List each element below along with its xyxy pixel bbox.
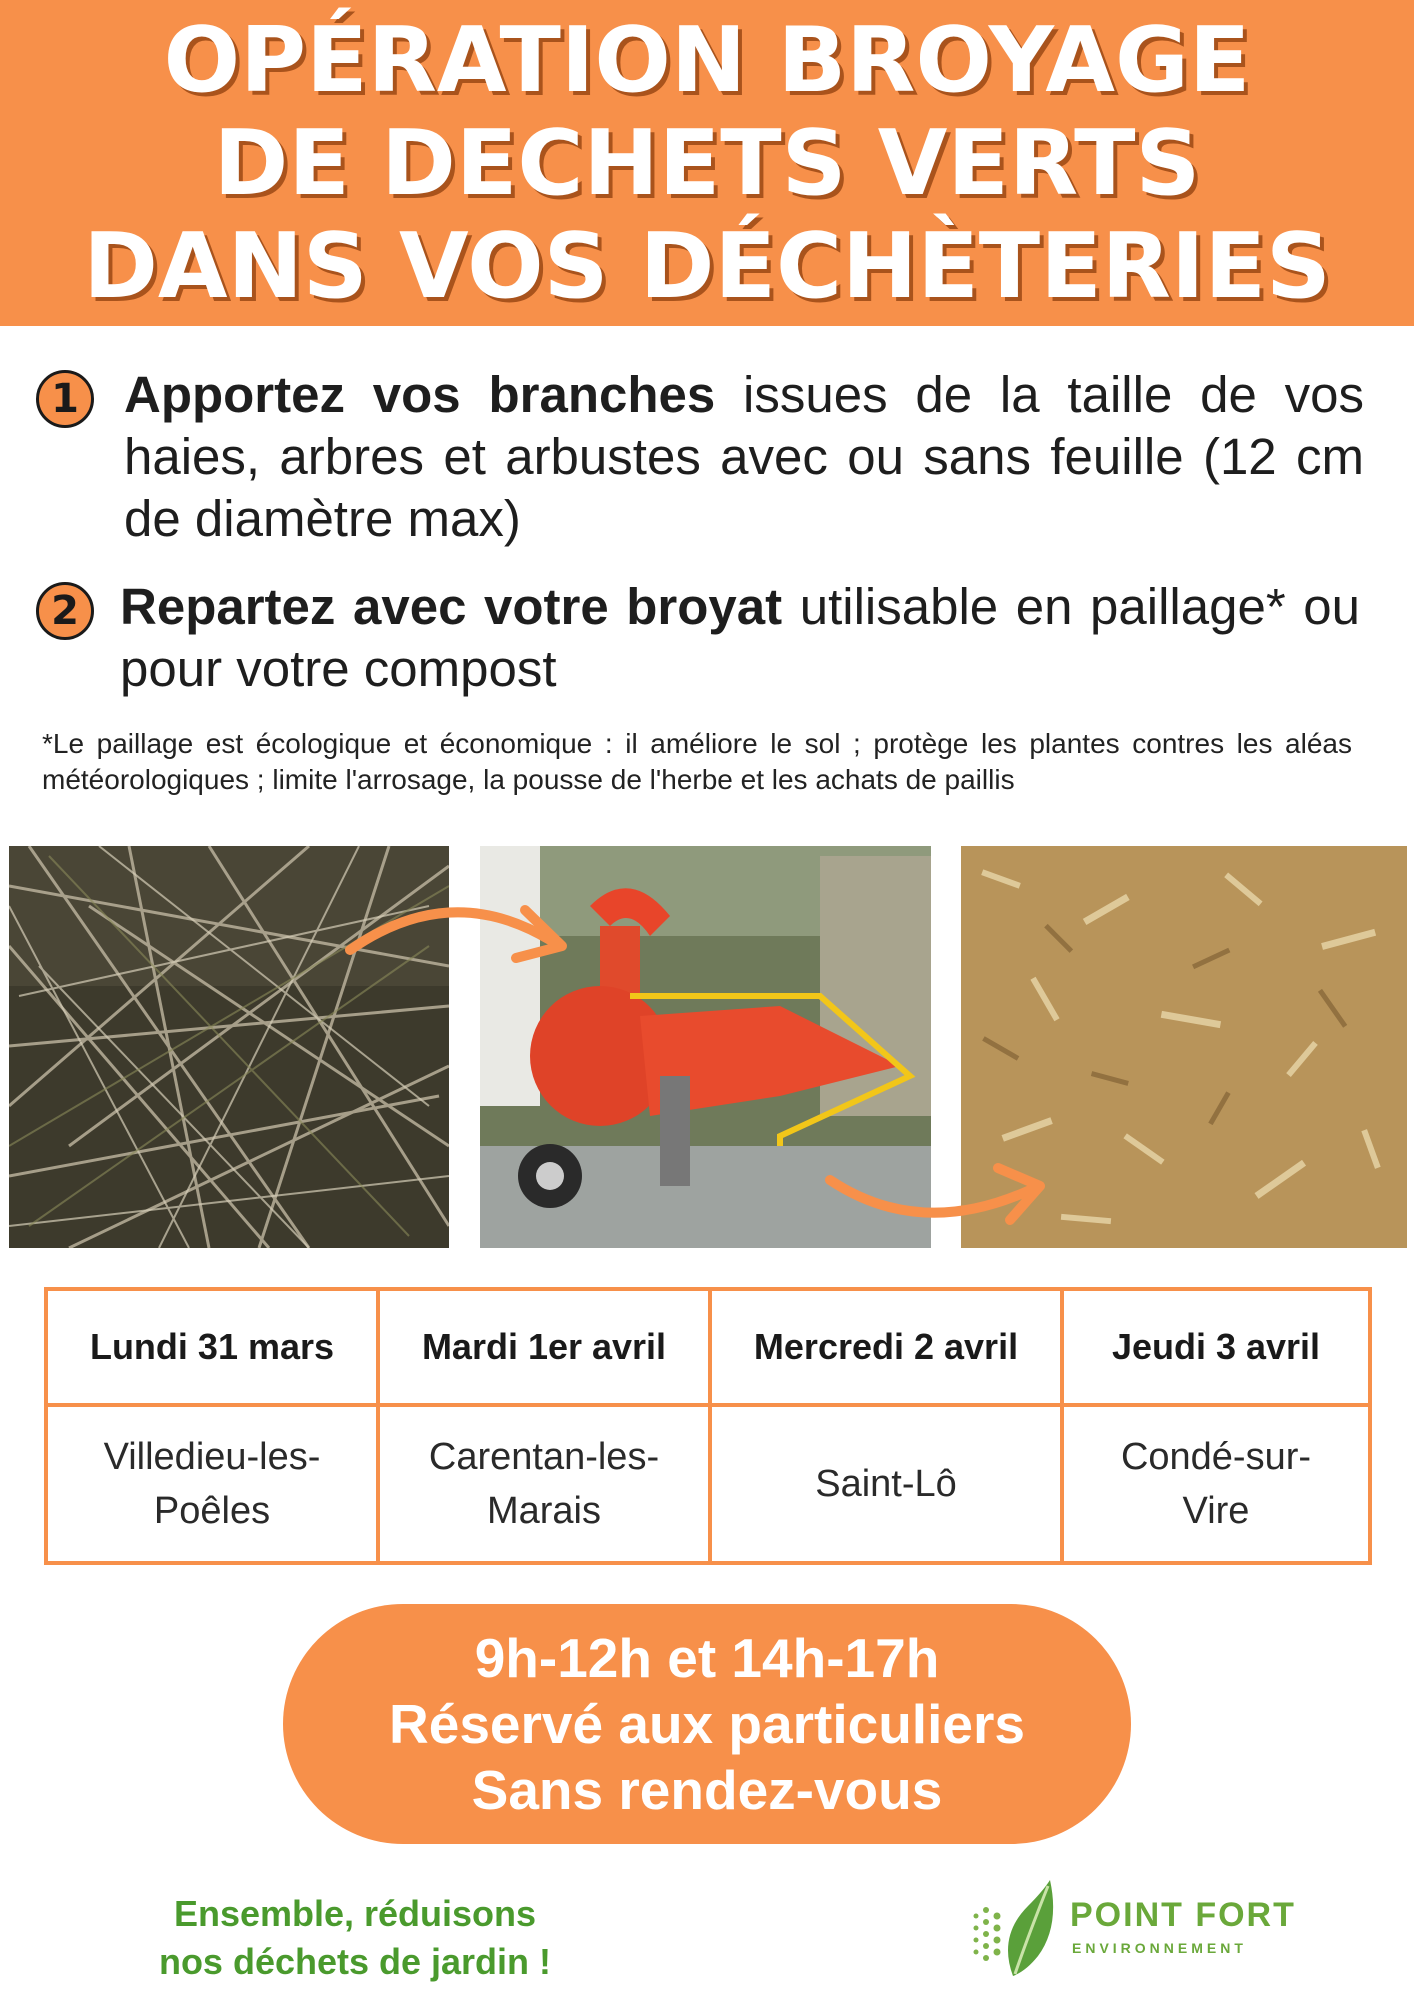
day-cell: Jeudi 3 avril <box>1062 1289 1370 1405</box>
audience-line: Réservé aux particuliers <box>389 1693 1025 1755</box>
step-2-text <box>120 576 1360 700</box>
place-line: Condé-sur- <box>1120 1436 1312 1478</box>
hours-info-pill <box>283 1604 1131 1844</box>
place-cell <box>1062 1405 1370 1563</box>
schedule-places-row <box>46 1405 1370 1563</box>
day-cell: Lundi 31 mars <box>46 1289 378 1405</box>
place-cell <box>710 1405 1062 1563</box>
schedule-days-row <box>46 1289 1370 1405</box>
place-line: Marais <box>486 1490 602 1532</box>
logo-subtitle: ENVIRONNEMENT <box>1072 1940 1247 1956</box>
title-line-1: OPÉRATION BROYAGE <box>163 7 1251 113</box>
step-1-bold: Apportez vos branches <box>124 366 716 423</box>
logo-name: POINT FORT <box>1070 1896 1296 1934</box>
step-1-text <box>124 364 1364 550</box>
step-2 <box>36 576 1376 700</box>
step-1 <box>36 364 1376 550</box>
day-cell: Mercredi 2 avril <box>710 1289 1062 1405</box>
place-line: Vire <box>1182 1490 1250 1532</box>
title-line-2: DE DECHETS VERTS <box>213 110 1201 216</box>
schedule-table <box>44 1287 1372 1565</box>
step-2-bold: Repartez avec votre broyat <box>120 578 783 635</box>
step-1-rest: issues de la taille de vos haies, arbres et arbustes avec ou sans feuille (12 cm de diamètre max) <box>124 366 1364 547</box>
day-cell: Mardi 1er avril <box>378 1289 710 1405</box>
paillage-footnote: *Le paillage est écologique et économique : il améliore le sol ; protège les plantes contres les aléas météorologiques ; limite l'arrosage, la pousse de l'herbe et les achats de paillis <box>42 728 1352 795</box>
point-fort-logo <box>968 1876 1308 1986</box>
place-line: Villedieu-les- <box>103 1436 321 1478</box>
slogan-line-1: Ensemble, réduisons <box>173 1893 537 1934</box>
arrow-right-icon-2 <box>820 1150 1060 1240</box>
place-line: Saint-Lô <box>815 1463 957 1505</box>
slogan <box>120 1890 590 1986</box>
place-line: Poêles <box>153 1490 271 1532</box>
place-line: Carentan-les- <box>428 1436 660 1478</box>
step-1-number-icon: 1 <box>36 370 94 428</box>
slogan-line-2: nos déchets de jardin ! <box>158 1941 552 1982</box>
title-banner <box>0 0 1414 326</box>
appointment-line: Sans rendez-vous <box>471 1759 943 1821</box>
hours-line: 9h-12h et 14h-17h <box>474 1627 940 1689</box>
place-cell <box>46 1405 378 1563</box>
step-2-rest: utilisable en paillage* ou pour votre compost <box>120 578 1360 697</box>
place-cell <box>378 1405 710 1563</box>
title-line-3: DANS VOS DÉCHÈTERIES <box>83 213 1331 319</box>
step-2-number-icon: 2 <box>36 582 94 640</box>
arrow-right-icon <box>340 870 580 970</box>
leaf-icon <box>968 1876 1068 1986</box>
